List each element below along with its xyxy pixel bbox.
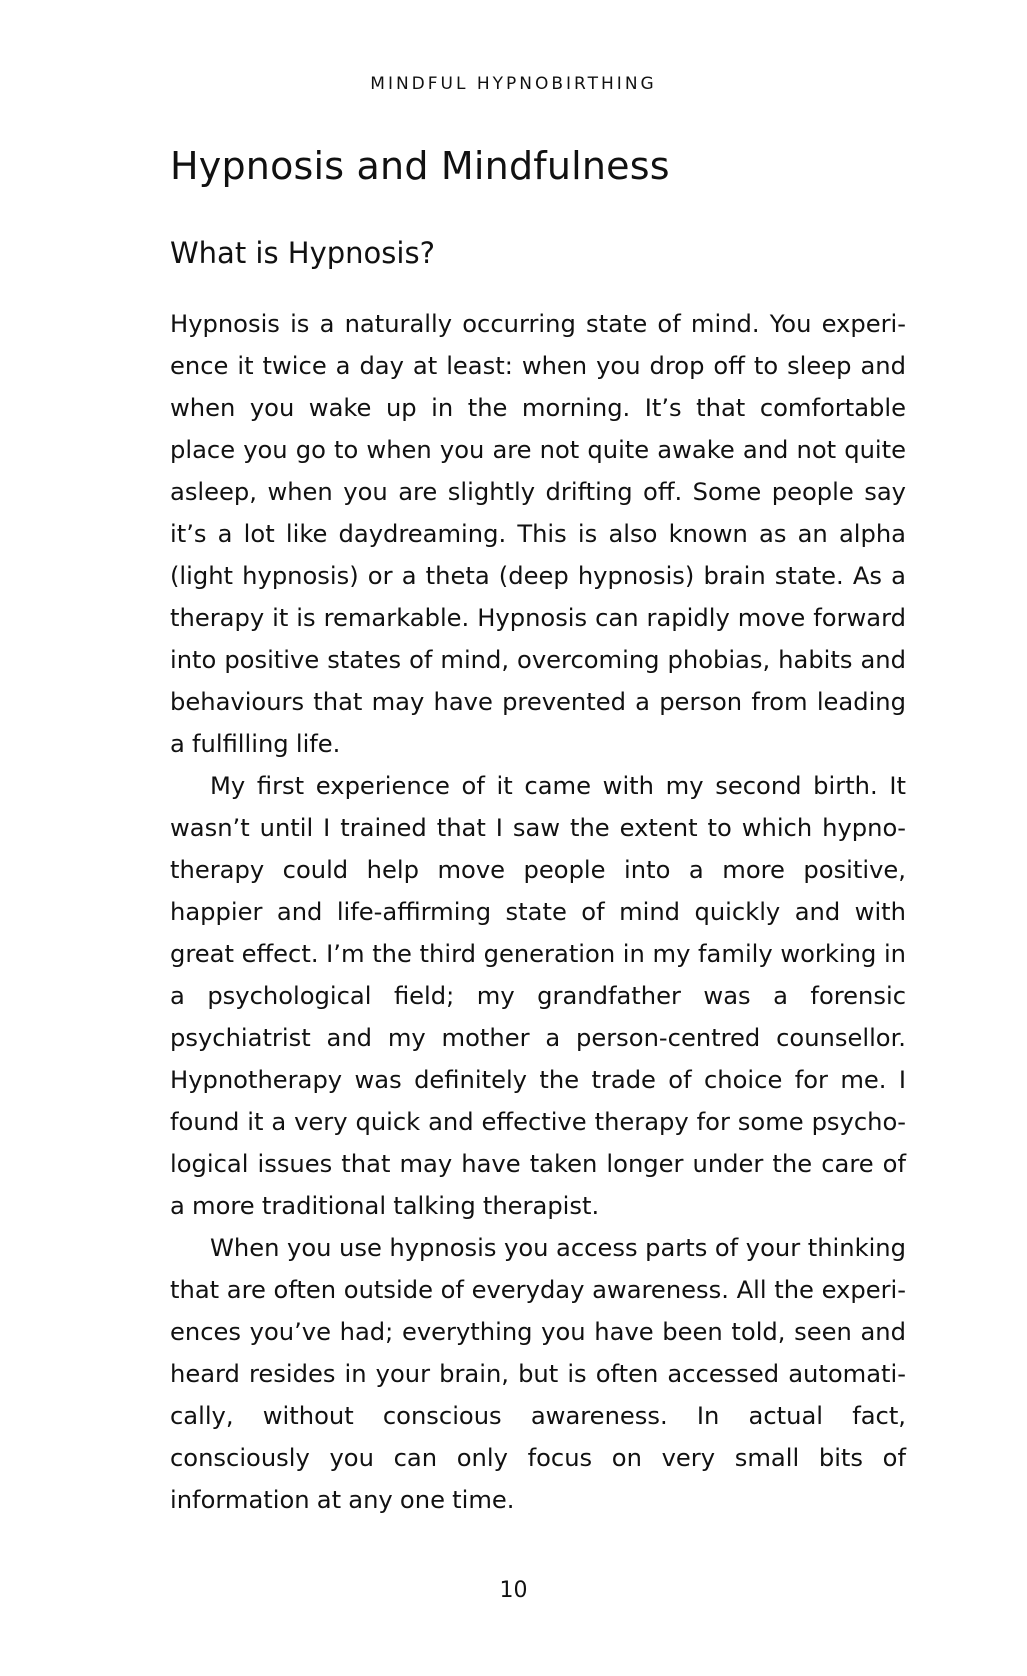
body-text	[170, 303, 906, 1521]
page-number: 10	[499, 1578, 528, 1603]
paragraph: When you use hypnosis you access parts of your thinking that are often outside of everyday awareness. All the experiences you’ve had; everything you have been told, seen and heard resides in your brain, but is often accessed automatically, without conscious awareness. In actual fact, consciously you can only focus on very small bits of information at any one time.	[170, 1234, 906, 1514]
paragraph: Hypnosis is a naturally occurring state of mind. You experience it twice a day at least: when you drop off to sleep and when you wake up in the morning. It’s that comfortable place you go to when you are not quite awake and not quite asleep, when you are slightly drifting off. Some people say it’s a lot like daydreaming. This is also known as an alpha (light hypnosis) or a theta (deep hypnosis) brain state. As a therapy it is remarkable. Hypnosis can rapidly move forward into positive states of mind, overcoming phobias, habits and behaviours that may have prevented a person from leading a fulfilling life.	[170, 310, 906, 758]
running-head: MINDFUL HYPNOBIRTHING	[370, 74, 657, 94]
paragraph: My first experience of it came with my second birth. It wasn’t until I trained that I saw the extent to which hypnotherapy could help move people into a more positive, happier and life-affirming state of mind quickly and with great effect. I’m the third generation in my family working in a psychological field; my grandfather was a forensic psychiatrist and my mother a person-centred counsellor. Hypnotherapy was definitely the trade of choice for me. I found it a very quick and effective therapy for some psychological issues that may have taken longer under the care of a more traditional talking therapist.	[170, 772, 906, 1220]
chapter-title: Hypnosis and Mindfulness	[170, 144, 670, 188]
section-title: What is Hypnosis?	[170, 236, 435, 270]
